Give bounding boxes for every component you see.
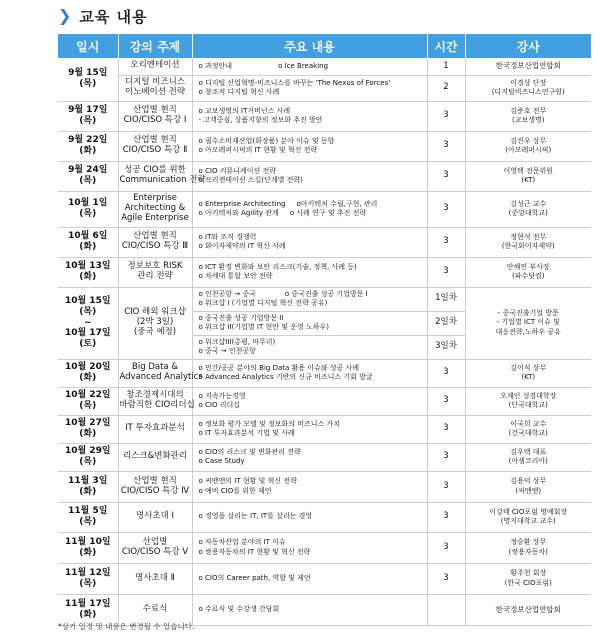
- speaker-cell: [465, 131, 591, 161]
- speaker-line: (중앙대학교): [508, 209, 548, 217]
- topic-line: Enterprise: [133, 193, 177, 204]
- content-line: o 경영을 살리는 IT, IT를 살리는 경영: [198, 512, 313, 521]
- date-line: (화): [79, 547, 97, 558]
- hours-cell: 3: [427, 415, 465, 443]
- content-line: o 차세대 통합 보안 전략: [198, 272, 273, 280]
- speaker-cell: [465, 227, 591, 257]
- topic-line: CIO/CISO 특강 Ⅲ: [121, 241, 189, 251]
- content-line: o IT 투자효과분석 기법 및 사례: [198, 429, 295, 437]
- content-cell: [192, 443, 427, 471]
- content-line: o 과정안내: [198, 61, 233, 70]
- speaker-cell: [465, 563, 591, 594]
- topic-cell: [118, 101, 192, 131]
- header-topic: 강의 주제: [118, 34, 192, 58]
- date-line: (목): [79, 578, 97, 589]
- content-line: o CIO 리더십: [198, 401, 240, 409]
- speaker-cell: [465, 287, 591, 359]
- speaker-line: 이국희 교수: [510, 419, 547, 428]
- topic-line: (2박 3일): [136, 317, 174, 328]
- table-row: [58, 75, 591, 101]
- content-cell: [192, 387, 427, 415]
- date-line: (목): [79, 209, 97, 219]
- content-line: o 교보생명의 IT거버넌스 사례: [198, 106, 291, 115]
- content-cell: [192, 58, 427, 75]
- date-cell: [58, 131, 118, 161]
- content-line: o CIO 커뮤니케이션 전략: [198, 166, 277, 175]
- content-line: o 워크샵III(총평, 마무리): [198, 337, 276, 346]
- hours-cell: 3: [427, 161, 465, 191]
- content-cell: [192, 502, 427, 532]
- topic-line: 명사초대 Ⅱ: [135, 572, 175, 583]
- hours-cell: 3: [427, 387, 465, 415]
- speaker-line: (한국화이자제약): [501, 242, 555, 250]
- speaker-cell: [465, 58, 591, 75]
- table-row: [58, 131, 591, 161]
- table-row: [58, 257, 591, 287]
- hours-cell: 3: [427, 502, 465, 532]
- speaker-line: 대응전략,노하우 공유: [495, 327, 561, 336]
- content-cell: [192, 532, 427, 563]
- speaker-cell: [465, 257, 591, 287]
- table-header-row: [58, 34, 591, 58]
- speaker-line: 정현석 전무: [510, 232, 547, 241]
- content-line: o 디지털 산업혁명-비즈니스를 바꾸는 'The Nexus of Forces': [198, 78, 391, 87]
- date-cell: [58, 387, 118, 415]
- date-line: (목): [79, 79, 97, 90]
- topic-cell: [118, 532, 192, 563]
- content-line: o 아모레퍼시픽의 IT 현황 및 혁신 전략: [198, 146, 318, 154]
- date-cell: [58, 257, 118, 287]
- content-cell: [192, 257, 427, 287]
- date-line: ~: [83, 317, 92, 328]
- speaker-line: 김용덕 상무: [510, 477, 547, 486]
- date-line: 10월 22일: [64, 390, 111, 401]
- date-cell: [58, 471, 118, 502]
- speaker-line: 김진우 상무: [510, 136, 547, 145]
- date-line: (목): [79, 401, 97, 411]
- topic-cell: [118, 131, 192, 161]
- footnote: *상기 일정 및 내용은 변경될 수 있습니다.: [58, 622, 195, 631]
- speaker-line: 이영택 전문위원: [503, 166, 554, 175]
- table-row: [58, 502, 591, 532]
- header-speaker: 강사: [465, 34, 591, 58]
- table-row: [58, 161, 591, 191]
- topic-line: 정보보호 RISK: [127, 261, 183, 272]
- date-line: 10월 1일: [68, 198, 108, 209]
- speaker-line: 정승환 상무: [510, 538, 547, 547]
- content-line: o 화이자제약의 IT 혁신 사례: [198, 242, 286, 250]
- content-line: o IT와 조직 경쟁력: [198, 232, 257, 241]
- date-cell: [58, 287, 118, 359]
- speaker-line: 황주천 회장: [510, 569, 547, 578]
- date-line: 10월 29일: [64, 446, 111, 457]
- content-line: - 고객중심, 상품지향의 정보화 추진 방안: [198, 116, 323, 124]
- content-line: o Case Study: [198, 457, 245, 465]
- content-cell: [192, 335, 427, 359]
- date-line: (목): [79, 457, 97, 467]
- speaker-cell: [465, 75, 591, 101]
- date-line: 10월 6일: [68, 231, 108, 242]
- content-line: o 쌍용자동차의 IT 현황 및 혁신 전략: [198, 547, 311, 556]
- hours-cell: 3: [427, 257, 465, 287]
- topic-line: 산업별 현직: [133, 105, 177, 116]
- hours-cell: 2일차: [427, 311, 465, 335]
- content-cell: [192, 227, 427, 257]
- speaker-cell: [465, 532, 591, 563]
- speaker-line: 한국정보산업연합회: [495, 604, 561, 614]
- content-line: o 필수소비재산업(화장품) 분야 이슈 및 동향: [198, 136, 335, 145]
- topic-cell: [118, 387, 195, 415]
- date-cell: [58, 502, 118, 532]
- date-line: 9월 15일: [68, 68, 108, 79]
- topic-line: 오리엔테이션: [130, 60, 180, 71]
- topic-cell: [118, 161, 206, 191]
- date-line: (목): [79, 176, 97, 186]
- table-row: [58, 191, 591, 227]
- date-line: 10월 20일: [64, 362, 111, 373]
- header-content: 주요 내용: [192, 34, 427, 58]
- speaker-cell: [465, 443, 591, 471]
- topic-line: Communication 전략: [119, 175, 206, 185]
- topic-line: 산업별: [142, 536, 168, 547]
- date-line: (화): [79, 373, 97, 383]
- date-cell: [58, 563, 118, 594]
- content-line: o 창조적 디지털 혁신 사례: [198, 88, 280, 96]
- date-line: (목): [79, 306, 97, 317]
- topic-line: CIO/CISO 특강 Ⅰ: [123, 115, 187, 125]
- topic-line: 수료식: [142, 603, 168, 614]
- content-cell: [192, 191, 427, 227]
- table-row: [58, 443, 591, 471]
- date-line: 11월 10일: [64, 536, 111, 547]
- content-cell: [192, 161, 427, 191]
- table-row: [58, 532, 591, 563]
- date-line: 10월 13일: [64, 261, 111, 272]
- table-row: [58, 287, 591, 311]
- content-cell: [192, 563, 427, 594]
- content-line: o Ice Breaking: [278, 61, 329, 70]
- speaker-line: 이강태 CIO포럼 명예회장: [489, 507, 568, 516]
- topic-line: IT 투자효과분석: [125, 423, 185, 434]
- speaker-line: 김이식 상무: [510, 363, 547, 372]
- date-line: 9월 22일: [68, 135, 108, 146]
- date-line: 11월 12일: [64, 567, 111, 578]
- header-hours: 시간: [427, 34, 465, 58]
- content-cell: [192, 471, 427, 502]
- hours-cell: 3일차: [427, 335, 465, 359]
- date-line: 9월 24일: [68, 165, 108, 176]
- topic-cell: [118, 359, 203, 387]
- topic-line: CIO/CISO 특강 Ⅳ: [120, 485, 190, 496]
- speaker-line: (아셈코리아): [508, 457, 548, 465]
- topic-line: 리스크&변화관리: [122, 451, 188, 462]
- section-title: 교육 내용: [79, 7, 148, 26]
- hours-cell: 3: [427, 471, 465, 502]
- speaker-cell: [465, 161, 591, 191]
- table-row: [58, 415, 591, 443]
- speaker-cell: [465, 191, 591, 227]
- hours-cell: 3: [427, 359, 465, 387]
- chevron-right-icon: ❯: [58, 6, 72, 25]
- speaker-line: - 중국진출기업 방문: [497, 309, 559, 318]
- content-cell: [192, 75, 427, 101]
- content-line: o 지속가능경영: [198, 391, 246, 400]
- topic-cell: [118, 287, 192, 359]
- speaker-line: 한국정보산업연합회: [495, 61, 561, 71]
- hours-cell: [427, 594, 465, 625]
- content-line: o 예비 CIO를 위한 제언: [198, 486, 272, 495]
- topic-cell: [118, 75, 192, 101]
- content-cell: [192, 311, 427, 335]
- schedule-table: [58, 34, 591, 626]
- content-line: o 워크샵 II(기업별 IT 현안 및 운영 노하우): [198, 323, 329, 331]
- content-line: o 정보화 평가 모델 및 정보화의 비즈니스 가치: [198, 419, 341, 428]
- hours-cell: 3: [427, 443, 465, 471]
- hours-cell: 3: [427, 191, 465, 227]
- content-line: o CIO의 Career path, 역할 및 제언: [198, 573, 311, 582]
- hours-cell: 3: [427, 131, 465, 161]
- content-line: o Enterprise Architecting o아키텍처 수립,구현, 관리: [198, 199, 378, 208]
- content-line: o ICT 환경 변화와 보안 리스크(기술, 정책, 사례 등): [198, 262, 357, 271]
- date-cell: [58, 532, 118, 563]
- content-cell: [192, 131, 427, 161]
- topic-cell: [118, 502, 192, 532]
- speaker-cell: [465, 502, 591, 532]
- content-line: o 워크샵 I (기업별 디지털 혁신 전략 공유): [198, 299, 328, 307]
- speaker-line: (단국대학교): [508, 401, 548, 409]
- date-line: 10월 17일: [64, 328, 111, 339]
- speaker-line: 오재인 성경대학장: [500, 391, 557, 400]
- speaker-cell: [465, 471, 591, 502]
- date-line: (화): [79, 609, 97, 620]
- topic-line: 산업별 현직: [133, 231, 177, 242]
- topic-line: 산업별 현직: [133, 135, 177, 146]
- hours-cell: 3: [427, 532, 465, 563]
- topic-line: Architecting &: [124, 203, 186, 214]
- content-line: o CIO의 리스크 및 변화관리 전략: [198, 447, 301, 456]
- date-line: 10월 15일: [64, 296, 111, 306]
- topic-cell: [118, 563, 192, 594]
- speaker-line: 안해연 부사장: [506, 262, 550, 271]
- date-cell: [58, 227, 118, 257]
- speaker-line: (교보생명): [511, 116, 545, 124]
- speaker-line: (명지대학교 교수): [500, 517, 556, 525]
- content-cell: [192, 101, 427, 131]
- date-line: 9월 17일: [68, 105, 108, 116]
- topic-line: 이노베이션 전략: [124, 87, 186, 97]
- hours-cell: 1일차: [427, 287, 465, 311]
- date-line: (화): [79, 429, 97, 439]
- hours-cell: 2: [427, 75, 465, 101]
- date-cell: [58, 161, 118, 191]
- topic-cell: [118, 58, 192, 75]
- content-line: o 아키텍처와 Agility 관계 o 사례 연구 및 추진 전략: [198, 209, 367, 217]
- date-line: 11월 17일: [64, 598, 111, 609]
- table-row: [58, 563, 591, 594]
- date-line: (토): [79, 339, 97, 350]
- date-cell: [58, 191, 118, 227]
- content-line: o 중국 → 인천공항: [198, 347, 256, 355]
- speaker-cell: [465, 594, 591, 625]
- topic-line: 창조경제시대의: [126, 390, 184, 401]
- table-row: [58, 101, 591, 131]
- topic-cell: [118, 191, 192, 227]
- speaker-line: (KT): [521, 176, 536, 184]
- table-row: [58, 359, 591, 387]
- content-line: o 중국진출 성공 기업방문 II: [198, 313, 284, 322]
- speaker-cell: [465, 415, 591, 443]
- speaker-line: 김성근 교수: [510, 199, 547, 208]
- date-cell: [58, 58, 118, 101]
- date-line: 11월 5일: [68, 506, 108, 517]
- speaker-cell: [465, 359, 591, 387]
- speaker-cell: [465, 101, 591, 131]
- topic-cell: [118, 471, 192, 502]
- speaker-line: (씨맨앤): [515, 486, 542, 495]
- topic-line: Big Data &: [132, 362, 178, 373]
- section-heading: [58, 4, 148, 28]
- topic-line: CIO 해외 워크샵: [124, 307, 186, 318]
- topic-cell: [118, 227, 192, 257]
- topic-line: CIO/CISO 특강 Ⅱ: [122, 145, 188, 155]
- speaker-line: 이경상 단장: [510, 78, 547, 87]
- date-cell: [58, 443, 118, 471]
- topic-line: CIO/CISO 특강 Ⅴ: [121, 546, 189, 557]
- date-cell: [58, 359, 118, 387]
- topic-cell: [118, 415, 192, 443]
- date-line: (화): [79, 486, 97, 497]
- table-row: [58, 227, 591, 257]
- table-row: [58, 387, 591, 415]
- topic-line: 명사초대 Ⅰ: [135, 511, 175, 522]
- speaker-line: (아모레퍼시픽): [505, 146, 552, 154]
- date-line: (목): [79, 517, 97, 527]
- date-line: (목): [79, 116, 97, 126]
- content-cell: [192, 287, 427, 311]
- hours-cell: 3: [427, 227, 465, 257]
- table-row: [58, 471, 591, 502]
- content-line: o 씨맨앤의 IT 현황 및 혁신 전략: [198, 477, 297, 486]
- content-line: o 수료식 및 수강생 간담회: [198, 604, 280, 613]
- topic-line: 디지털 비즈니스: [124, 77, 186, 88]
- table-row: [58, 58, 591, 75]
- header-date: 일시: [58, 34, 118, 58]
- speaker-line: (쌍용자동차): [508, 547, 548, 556]
- date-line: 11월 3일: [68, 475, 108, 486]
- hours-cell: 3: [427, 563, 465, 594]
- topic-cell: [118, 257, 192, 287]
- content-line: o Advanced Analytics 기반의 신규 비즈니스 기회 발굴: [198, 373, 373, 381]
- date-line: (화): [79, 242, 97, 252]
- speaker-line: 김우택 대표: [510, 447, 547, 456]
- content-line: o 자동차산업 분야의 IT 이슈: [198, 538, 286, 547]
- speaker-line: (KT): [521, 373, 536, 381]
- content-cell: [192, 359, 427, 387]
- date-cell: [58, 101, 118, 131]
- date-line: 10월 27일: [64, 418, 111, 429]
- hours-cell: 1: [427, 58, 465, 75]
- date-line: (화): [79, 272, 97, 282]
- speaker-line: (디지털비즈니스연구원): [491, 88, 565, 96]
- topic-line: (중국 예정): [133, 326, 177, 337]
- date-cell: [58, 415, 118, 443]
- content-cell: [192, 415, 427, 443]
- topic-line: 산업별 현직: [133, 475, 177, 486]
- topic-line: 관리 전략: [137, 271, 173, 281]
- speaker-line: (파수닷컴): [511, 272, 545, 280]
- hours-cell: 3: [427, 101, 465, 131]
- speaker-line: (건국대학교): [508, 429, 548, 437]
- topic-line: 바람직한 CIO리더십: [119, 400, 195, 410]
- content-line: o 민간/공공 분야의 Big Data 활용 이슈와 성공 사례: [198, 363, 360, 372]
- topic-line: Agile Enterprise: [121, 212, 189, 223]
- speaker-cell: [465, 387, 591, 415]
- date-line: (화): [79, 146, 97, 156]
- topic-line: 성공 CIO를 위한: [124, 165, 186, 176]
- speaker-line: 김준호 전무: [510, 106, 547, 115]
- speaker-line: (한국 CIO포럼): [504, 578, 552, 587]
- content-line: o 프리젠테이션 스킬(단계별 전략): [198, 176, 303, 184]
- topic-cell: [118, 443, 192, 471]
- content-line: o 인천공항 → 중국 o 중국진출 성공 기업방문 I: [198, 289, 368, 298]
- topic-line: Advanced Analytics: [119, 372, 203, 382]
- speaker-line: - 기업별 ICT 이슈 및: [496, 318, 560, 327]
- content-cell: [192, 594, 427, 625]
